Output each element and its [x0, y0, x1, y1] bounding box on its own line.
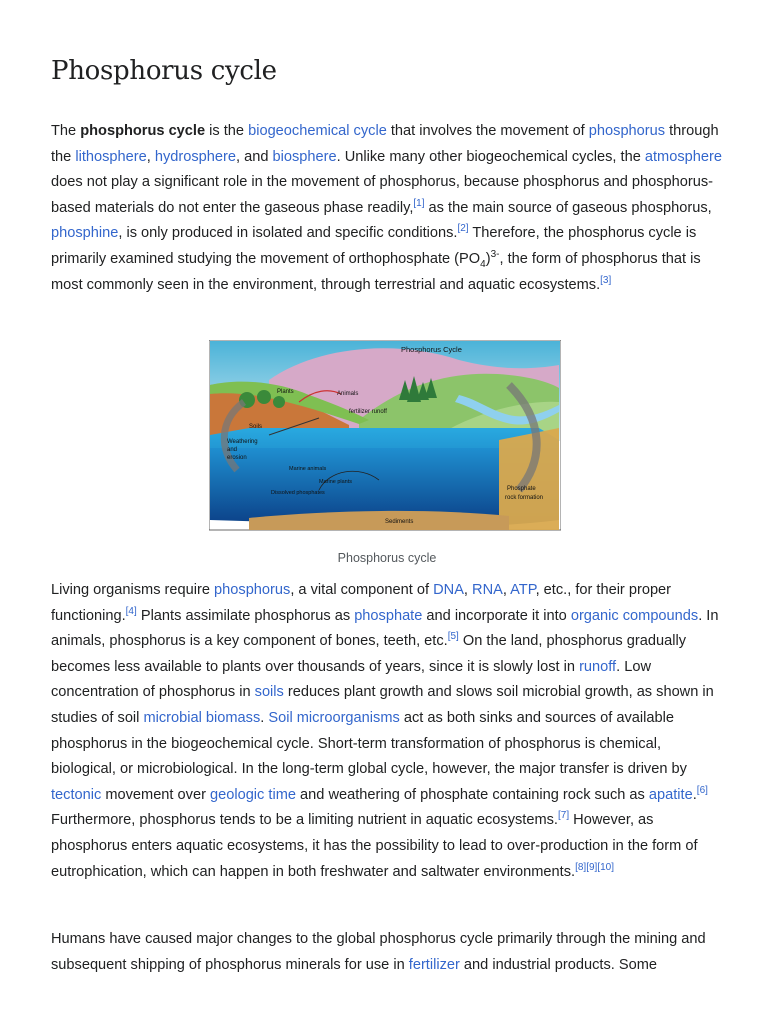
- text: , etc., for their proper functioning.: [51, 582, 672, 624]
- text: , and: [236, 148, 273, 165]
- ref-3[interactable]: [600, 275, 611, 286]
- ref-7[interactable]: [558, 810, 569, 821]
- text: . Unlike many other biogeochemical cycles, the: [336, 148, 645, 165]
- text: Plants assimilate phosphorus as: [136, 607, 355, 624]
- ref-link[interactable]: [10]: [597, 861, 615, 873]
- paragraph-humans: [51, 927, 723, 978]
- text: is the: [205, 123, 249, 139]
- label-phosphate: Phosphate: [507, 486, 536, 492]
- text: Furthermore, phosphorus tends to be a limiting nutrient in aquatic ecosystems.: [51, 812, 558, 829]
- link-runoff[interactable]: runoff: [579, 658, 617, 675]
- text: does not play a significant role in the movement of phosphorus, because phosphorus and phosphorus-based materials do not enter the gaseous phase readily,: [51, 174, 714, 216]
- label-animals: Animals: [337, 391, 359, 397]
- label-fertilizer-runoff: fertilizer runoff: [349, 409, 387, 415]
- subscript: 4: [480, 258, 486, 270]
- text: The: [51, 123, 81, 139]
- text: and weathering of phosphate containing rock such as: [295, 786, 649, 803]
- link-rna[interactable]: RNA: [472, 582, 503, 598]
- ref-link[interactable]: [2]: [457, 223, 469, 235]
- link-fertilizer[interactable]: fertilizer: [408, 956, 460, 973]
- label-rock-formation: rock formation: [505, 495, 544, 501]
- ref-8-9-10[interactable]: [575, 862, 614, 873]
- label-erosion: erosion: [227, 455, 247, 461]
- text: act as both sinks and sources of available phosphorus in the biogeochemical cycle. Short-term transformation of phosphorus is chemical, biological, or microbiological. In the long-term global cycle, however, the major transfer is driven by: [51, 709, 687, 778]
- diagram-title: Phosphorus Cycle: [401, 345, 462, 354]
- ref-6[interactable]: [697, 785, 708, 796]
- ref-link[interactable]: [3]: [600, 274, 612, 286]
- link-phosphate[interactable]: phosphate: [354, 607, 423, 624]
- text: . In animals, phosphorus is a key component of bones, teeth, etc.: [51, 607, 719, 650]
- link-apatite[interactable]: apatite: [648, 786, 693, 803]
- label-marine-plants: Marine plants: [319, 479, 353, 485]
- ref-5[interactable]: [448, 631, 459, 642]
- ref-link[interactable]: [1]: [413, 197, 425, 209]
- text: .: [692, 786, 697, 803]
- text: ,: [146, 148, 155, 165]
- link-hydrosphere[interactable]: hydrosphere: [154, 148, 236, 165]
- paragraph-organisms: [51, 578, 723, 885]
- link-atp[interactable]: ATP: [510, 582, 536, 598]
- link-biosphere[interactable]: biosphere: [272, 148, 337, 165]
- text: However, as phosphorus enters aquatic ecosystems, it has the possibility to lead to over-production in the form of eutrophication, which can happen in both freshwater and saltwater environments.: [51, 812, 698, 880]
- figure-caption: Phosphorus cycle: [337, 551, 437, 565]
- ref-link[interactable]: [8]: [575, 861, 587, 873]
- text: , the form of phosphorus that is most commonly seen in the environment, through terrestrial and aquatic ecosystems.: [51, 250, 701, 293]
- text: . Low concentration of phosphorus in: [51, 658, 652, 701]
- link-soils[interactable]: soils: [254, 684, 284, 701]
- text: reduces plant growth and slows soil microbial growth, as shown in studies of soil: [51, 684, 714, 726]
- link-phosphorus[interactable]: phosphorus: [214, 582, 291, 598]
- text: On the land, phosphorus gradually becomes less available to plants over thousands of years, since it is slowly lost in: [51, 633, 686, 675]
- link-tectonic[interactable]: tectonic: [51, 786, 102, 803]
- ref-link[interactable]: [4]: [125, 605, 137, 617]
- text: Living organisms require: [51, 582, 215, 598]
- link-lithosphere[interactable]: lithosphere: [75, 148, 147, 165]
- text: ,: [463, 582, 473, 598]
- page-title: Phosphorus cycle: [51, 56, 277, 86]
- label-dissolved-phosphates: Dissolved phosphates: [271, 490, 325, 496]
- text: through the: [51, 123, 719, 165]
- link-phosphorus[interactable]: phosphorus: [588, 123, 666, 139]
- link-phosphine[interactable]: phosphine: [51, 225, 119, 242]
- link-geologic-time[interactable]: geologic time: [209, 786, 296, 803]
- ref-link[interactable]: [9]: [586, 861, 598, 873]
- label-and: and: [227, 447, 238, 453]
- text: movement over: [101, 786, 210, 803]
- text: Humans have caused major changes to the global phosphorus cycle primarily through the mining and subsequent shipping of phosphorus minerals for use in: [51, 931, 706, 973]
- text: that involves the movement of: [386, 123, 589, 139]
- text: ): [485, 250, 491, 267]
- text: ,: [502, 582, 511, 598]
- ref-link[interactable]: [6]: [696, 784, 708, 796]
- link-microbial-biomass[interactable]: microbial biomass: [143, 709, 261, 726]
- superscript: 3-: [490, 249, 500, 261]
- link-biogeochemical-cycle[interactable]: biogeochemical cycle: [248, 123, 387, 139]
- text: , is only produced in isolated and specific conditions.: [118, 225, 458, 242]
- text: .: [260, 709, 269, 726]
- link-dna[interactable]: DNA: [433, 582, 464, 598]
- text: and industrial products. Some: [459, 956, 657, 973]
- label-plants: Plants: [277, 389, 294, 395]
- label-soils: Soils: [249, 424, 263, 430]
- label-weathering: Weathering: [227, 439, 258, 445]
- paragraph-intro: [51, 119, 723, 298]
- figure-phosphorus-cycle: [209, 340, 561, 565]
- text: , a vital component of: [290, 582, 434, 598]
- ref-4[interactable]: [126, 606, 137, 617]
- ref-link[interactable]: [7]: [557, 810, 570, 822]
- link-organic-compounds[interactable]: organic compounds: [570, 607, 699, 624]
- ref-2[interactable]: [457, 224, 468, 235]
- bold-term: phosphorus cycle: [80, 123, 206, 139]
- text: Therefore, the phosphorus cycle is primarily examined studying the movement of orthophosphate (PO: [51, 225, 697, 267]
- label-marine-animals: Marine animals: [289, 466, 327, 472]
- link-soil-microorganisms[interactable]: Soil microorganisms: [268, 709, 400, 726]
- label-sediments: Sediments: [385, 519, 414, 525]
- ref-link[interactable]: [5]: [447, 631, 459, 643]
- text: as the main source of gaseous phosphorus,: [424, 199, 712, 216]
- text: and incorporate it into: [422, 607, 571, 624]
- phosphorus-cycle-diagram[interactable]: [209, 340, 561, 532]
- link-atmosphere[interactable]: atmosphere: [644, 148, 722, 165]
- ref-1[interactable]: [413, 198, 424, 209]
